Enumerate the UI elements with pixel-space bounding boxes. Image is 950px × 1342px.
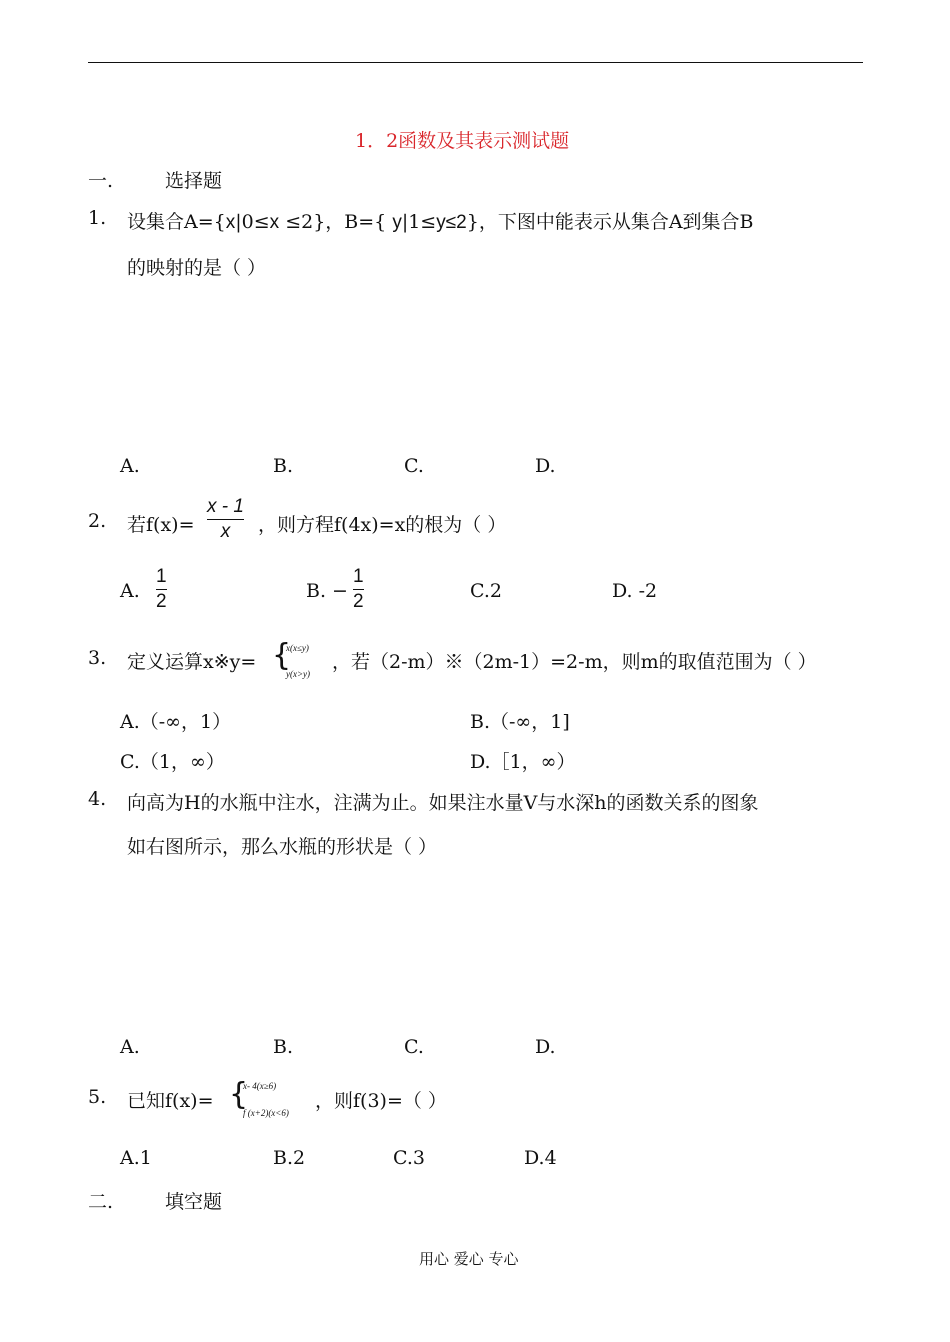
question-text-cont: ，则方程f(4x)=x的根为（ ） <box>258 514 507 536</box>
piecewise-case-2: y(x>y) <box>286 669 311 679</box>
option-d: D. <box>535 455 556 477</box>
question-text-cont: ，若（2-m）※（2m-1）=2-m，则m的取值范围为（ ） <box>332 651 817 673</box>
fraction-numerator: 1 <box>156 566 167 587</box>
text-segment: |0≤ <box>235 211 270 233</box>
option-c: C. <box>404 455 424 477</box>
text-segment: |1≤ <box>401 211 437 233</box>
question-text-cont: 的映射的是（ ） <box>127 257 267 279</box>
fraction-bar <box>207 519 244 520</box>
question-number: 2. <box>88 510 107 532</box>
option-c: C.2 <box>470 580 502 602</box>
piecewise-case-1: x(x≤y) <box>286 643 309 653</box>
piecewise-case-1: x- 4(x≥6) <box>243 1081 277 1091</box>
math-variable: y <box>392 212 402 233</box>
math-variable: x <box>269 212 280 233</box>
math-variable: x <box>225 212 236 233</box>
header-rule <box>88 62 863 63</box>
option-c: C. <box>404 1036 424 1058</box>
page-title: 1．2函数及其表示测试题 <box>355 130 570 152</box>
math-variable: y <box>436 212 446 233</box>
option-c: C.3 <box>393 1147 425 1169</box>
section-heading: 填空题 <box>165 1191 223 1213</box>
question-text-cont: ，则f(3)=（ ） <box>315 1090 447 1112</box>
option-b: B. <box>273 455 294 477</box>
option-b: B. − <box>306 580 348 602</box>
question-number: 5. <box>88 1086 107 1108</box>
text-segment: ≤2 <box>445 212 467 233</box>
piecewise-case-2: f (x+2)(x<6) <box>243 1108 289 1118</box>
option-b: B. <box>273 1036 294 1058</box>
option-b: B.2 <box>273 1147 306 1169</box>
fraction-bar <box>353 589 364 590</box>
text-segment: 设集合A={ <box>127 211 226 233</box>
section-number: 二. <box>88 1191 114 1213</box>
option-a: A. <box>120 580 140 602</box>
fraction-bar <box>156 589 167 590</box>
question-text: 向高为H的水瓶中注水，注满为止。如果注水量V与水深h的函数关系的图象 <box>127 792 759 814</box>
fraction-denominator: x <box>220 521 231 542</box>
question-text: 已知f(x)= <box>127 1090 214 1112</box>
question-text-cont: 如右图所示，那么水瓶的形状是（ ） <box>127 836 438 858</box>
option-d: D.4 <box>524 1147 557 1169</box>
text-segment: }，下图中能表示从集合A到集合B <box>466 211 754 233</box>
fraction <box>207 496 244 543</box>
section-heading: 选择题 <box>165 170 223 192</box>
question-text: 若f(x)= <box>127 514 195 536</box>
option-a: A.（-∞，1） <box>120 711 232 733</box>
option-a: A. <box>120 455 140 477</box>
option-b-fraction <box>353 566 364 613</box>
question-number: 3. <box>88 647 107 669</box>
option-a-fraction <box>156 566 167 613</box>
option-c: C.（1，∞） <box>120 751 225 773</box>
fraction-numerator: x - 1 <box>207 496 244 517</box>
option-d: D.［1，∞） <box>470 751 576 773</box>
brace: { <box>229 1077 249 1112</box>
option-a: A. <box>120 1036 140 1058</box>
option-a: A.1 <box>120 1147 152 1169</box>
question-number: 4. <box>88 788 107 810</box>
brace: { <box>272 638 292 673</box>
question-number: 1. <box>88 207 107 229</box>
option-d: D. <box>535 1036 556 1058</box>
fraction-denominator: 2 <box>156 591 167 612</box>
fraction-denominator: 2 <box>353 591 364 612</box>
option-b: B.（-∞，1] <box>470 711 570 733</box>
section-number: 一. <box>88 170 114 192</box>
fraction-numerator: 1 <box>353 566 364 587</box>
question-text <box>127 207 754 234</box>
text-segment: ≤2}，B={ <box>279 211 393 233</box>
page-footer: 用心 爱心 专心 <box>419 1250 519 1268</box>
option-d: D. -2 <box>612 580 658 602</box>
question-text: 定义运算x※y= <box>127 651 257 673</box>
